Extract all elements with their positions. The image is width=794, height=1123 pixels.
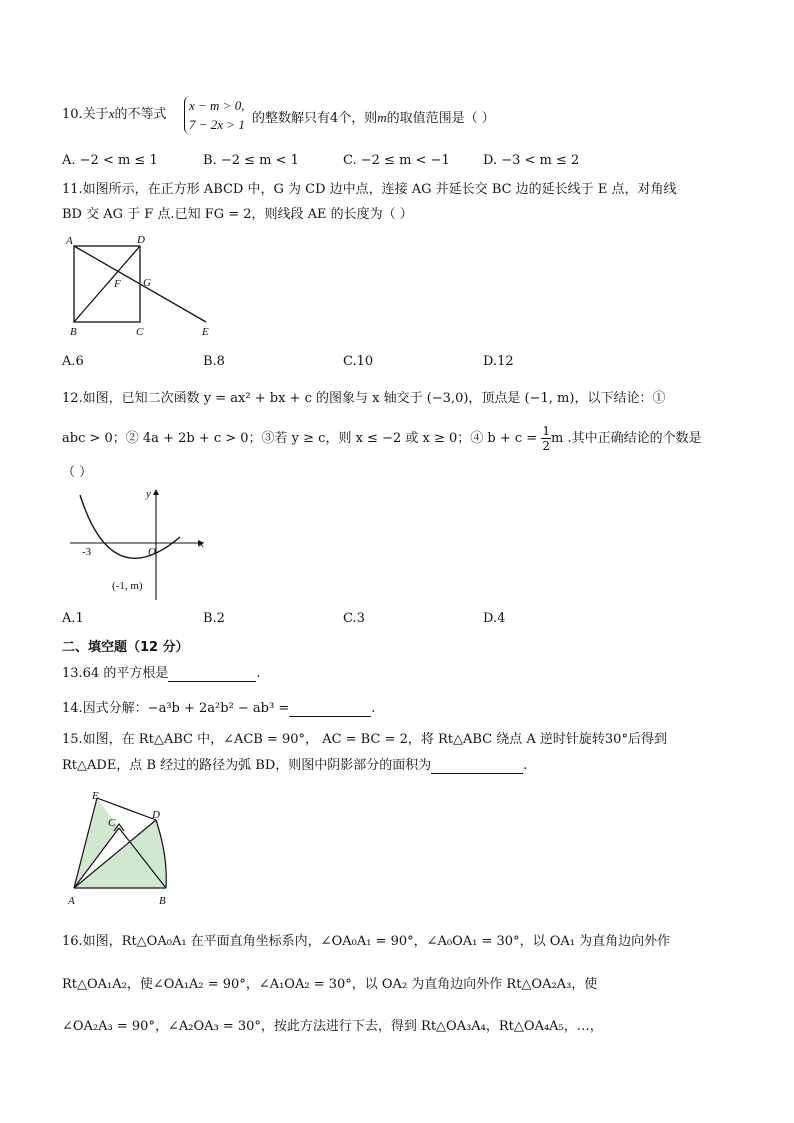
- q14-answer-blank[interactable]: [289, 701, 371, 717]
- label-b: B: [70, 326, 77, 338]
- q10-option-d[interactable]: D. −3 < m ≤ 2: [483, 153, 580, 168]
- label-a: A: [68, 895, 75, 907]
- q10-mid: 的不等式: [114, 107, 167, 122]
- q15-figure: [64, 790, 180, 910]
- q11-line-1: 11.如图所示，在正方形 ABCD 中，G 为 CD 边中点，连接 AG 并延长交 BC 边的延长线于 E 点，对角线: [62, 182, 677, 197]
- q12-line-2: [62, 424, 702, 453]
- q12-frac-num: 1: [542, 424, 550, 438]
- q10-inequality-1: x − m > 0,: [189, 98, 245, 113]
- q15-answer-blank[interactable]: [431, 758, 523, 774]
- q10-suffix-line: [252, 108, 495, 128]
- q11-option-d[interactable]: D.12: [483, 354, 514, 369]
- label-c: C: [108, 817, 116, 829]
- q16-line-1: 16.如图，Rt△OA₀A₁ 在平面直角坐标系内，∠OA₀A₁ = 90°，∠A₀OA₁ = 30°，以 OA₁ 为直角边向外作: [62, 934, 671, 949]
- label-vertex: (-1, m): [112, 580, 143, 592]
- parabola: [80, 495, 180, 558]
- q11-option-a[interactable]: A.6: [62, 354, 84, 369]
- q11-option-b[interactable]: B.8: [203, 354, 225, 369]
- q14-line: [62, 697, 375, 717]
- q13-end: .: [256, 666, 261, 681]
- q10-var-m: m: [377, 110, 387, 125]
- q11-figure: [64, 234, 224, 342]
- q10-stem: [62, 104, 166, 124]
- q10-option-a[interactable]: A. −2 < m ≤ 1: [62, 153, 158, 168]
- q15-line-1: 15.如图，在 Rt△ABC 中，∠ACB = 90°， AC = BC = 2，将 Rt△ABC 绕点 A 逆时针旋转30°后得到: [62, 732, 667, 747]
- section-2-title: 二、填空题（12 分）: [62, 640, 189, 655]
- q12-option-a[interactable]: A.1: [62, 611, 84, 626]
- q11-line-2: BD 交 AG 于 F 点.已知 FG = 2，则线段 AE 的长度为（ ）: [62, 207, 413, 222]
- q12-line-2b: m .其中正确结论的个数是: [550, 431, 702, 446]
- q13-text: 13.64 的平方根是: [62, 666, 169, 681]
- label-e: E: [202, 326, 209, 338]
- q10-option-c[interactable]: C. −2 ≤ m < −1: [343, 153, 450, 168]
- q15-line-2: [62, 754, 527, 774]
- q10-suffix: 的整数解只有4个，则: [252, 111, 378, 126]
- q12-line-3: （ ）: [62, 465, 93, 480]
- q10-inequality-system: [182, 96, 247, 134]
- label-origin: O: [148, 546, 156, 558]
- label-root: -3: [82, 546, 92, 558]
- label-x: x: [199, 538, 204, 550]
- q16-line-3: ∠OA₂A₃ = 90°，∠A₂OA₃ = 30°，按此方法进行下去，得到 Rt△OA₃A₄，Rt△OA₄A₅，…，: [62, 1019, 603, 1034]
- label-g: G: [143, 277, 151, 289]
- q10-prefix: 10.关于: [62, 107, 109, 122]
- q15-line-2-text: Rt△ADE，点 B 经过的路径为弧 BD，则图中阴影部分的面积为: [62, 758, 432, 773]
- q12-line-1: 12.如图，已知二次函数 y = ax² + bx + c 的图象与 x 轴交于 (−3,0)，顶点是 (−1, m)，以下结论：①: [62, 391, 666, 406]
- label-d: D: [137, 234, 145, 246]
- label-a: A: [66, 235, 73, 247]
- q12-line-2a: abc > 0；② 4a + 2b + c > 0；③若 y ≥ c，则 x ≤ −2 或 x ≥ 0；④ b + c =: [62, 431, 538, 446]
- q15-end: .: [523, 758, 528, 773]
- q12-option-b[interactable]: B.2: [203, 611, 225, 626]
- q12-frac-den: 2: [542, 439, 550, 453]
- q13-line: [62, 662, 261, 682]
- q10-inequality-2: 7 − 2x > 1: [189, 117, 245, 132]
- label-f: F: [114, 278, 121, 290]
- diagonal-bd: [74, 246, 140, 322]
- q10-option-b[interactable]: B. −2 ≤ m < 1: [203, 153, 299, 168]
- q12-figure: [68, 485, 216, 601]
- label-c: C: [136, 326, 144, 338]
- label-b: B: [159, 895, 166, 907]
- label-d: D: [152, 809, 160, 821]
- q16-line-2: Rt△OA₁A₂，使∠OA₁A₂ = 90°，∠A₁OA₂ = 30°，以 OA₂ 为直角边向外作 Rt△OA₂A₃，使: [62, 977, 598, 992]
- q11-option-c[interactable]: C.10: [343, 354, 374, 369]
- q12-option-c[interactable]: C.3: [343, 611, 365, 626]
- q14-end: .: [371, 701, 376, 716]
- label-y: y: [146, 488, 151, 500]
- q12-option-d[interactable]: D.4: [483, 611, 506, 626]
- q10-var-x: x: [108, 106, 115, 121]
- q14-text: 14.因式分解：−a³b + 2a²b² − ab³ =: [62, 701, 290, 716]
- label-e: E: [92, 790, 99, 802]
- q12-fraction: [541, 424, 551, 453]
- q13-answer-blank[interactable]: [168, 666, 256, 682]
- q10-end: 的取值范围是（ ）: [386, 111, 495, 126]
